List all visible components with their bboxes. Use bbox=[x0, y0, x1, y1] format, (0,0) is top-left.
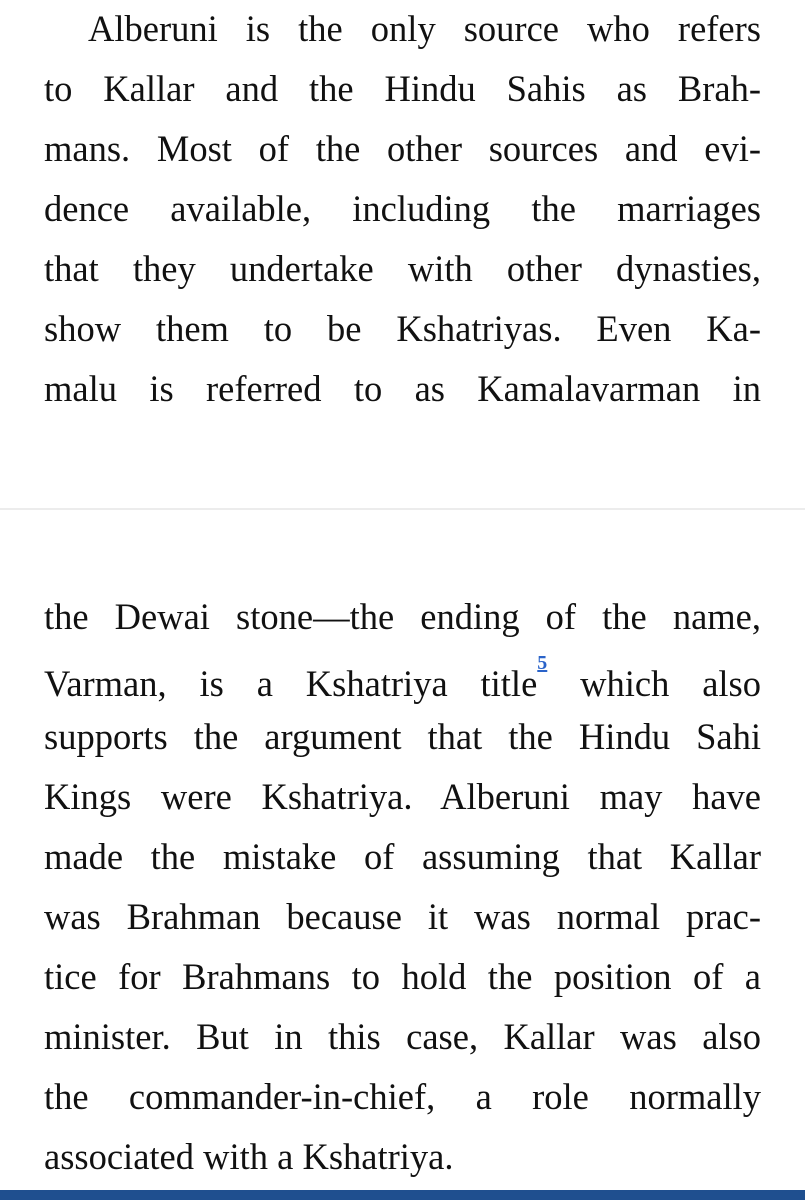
text-line: dence available, including the marriages bbox=[44, 188, 761, 229]
text-line: to Kallar and the Hindu Sahis as Brah- bbox=[44, 68, 761, 109]
text-line: associated with a Kshatriya. bbox=[44, 1136, 454, 1177]
text-segment: which also bbox=[547, 663, 761, 705]
text-line: made the mistake of assuming that Kallar bbox=[44, 836, 761, 877]
text-line: malu is referred to as Kamalavarman in bbox=[44, 368, 761, 409]
text-line: that they undertake with other dynasties, bbox=[44, 248, 761, 289]
text-line: show them to be Kshatriyas. Even Ka- bbox=[44, 308, 761, 349]
text-line: minister. But in this case, Kallar was also bbox=[44, 1016, 761, 1057]
footnote-link[interactable]: 5 bbox=[537, 652, 548, 674]
text-line: the commander-in-chief, a role normally bbox=[44, 1076, 761, 1117]
text-line: supports the argument that the Hindu Sahi bbox=[44, 716, 761, 757]
text-segment: Varman, is a Kshatriya title bbox=[44, 663, 538, 705]
text-line-with-footnote bbox=[44, 652, 761, 705]
text-line: the Dewai stone—the ending of the name, bbox=[44, 596, 761, 637]
text-line: mans. Most of the other sources and evi- bbox=[44, 128, 761, 169]
screen-bottom-edge bbox=[0, 1190, 805, 1200]
text-line: was Brahman because it was normal prac- bbox=[44, 896, 761, 937]
page-top-section bbox=[0, 0, 805, 508]
text-line: tice for Brahmans to hold the position of a bbox=[44, 956, 761, 997]
text-line: Alberuni is the only source who refers bbox=[88, 8, 761, 49]
page-bottom-section bbox=[0, 510, 805, 1190]
text-line: Kings were Kshatriya. Alberuni may have bbox=[44, 776, 761, 817]
